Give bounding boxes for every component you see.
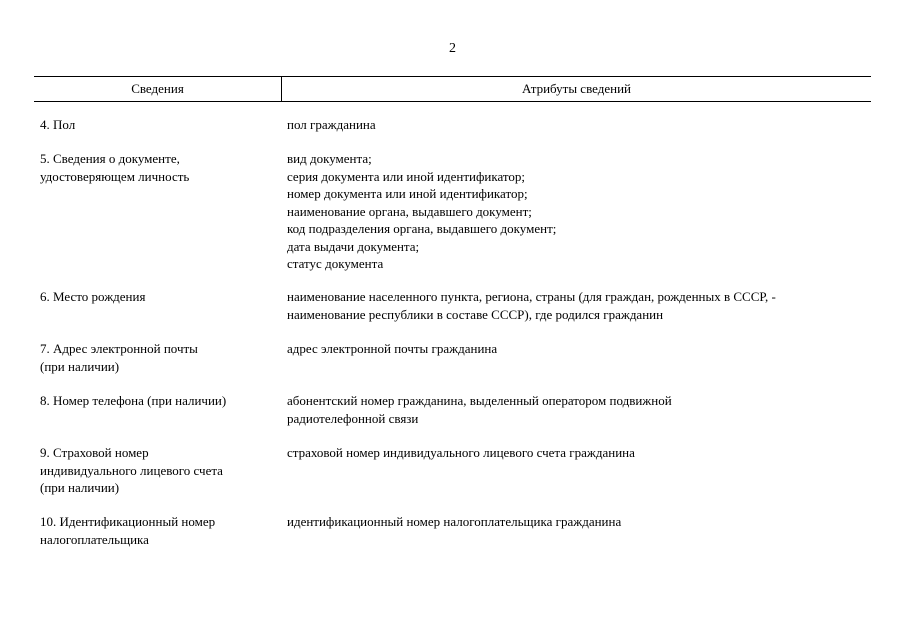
row-attributes xyxy=(287,288,867,323)
attribute-line: вид документа; xyxy=(287,151,372,166)
row-name: 6. Место рождения xyxy=(40,289,146,304)
row-attributes xyxy=(287,444,867,462)
page-number: 2 xyxy=(449,41,456,56)
row-name: 8. Номер телефона (при наличии) xyxy=(40,393,227,408)
table-header-row xyxy=(34,76,871,102)
row-attributes xyxy=(287,116,867,134)
row-attributes xyxy=(287,513,867,531)
row-name: 5. Сведения о документе, удостоверяющем личность xyxy=(40,151,190,184)
attribute-line: идентификационный номер налогоплательщика гражданина xyxy=(287,514,622,529)
row-name: 10. Идентификационный номер налогоплательщика xyxy=(40,514,216,547)
row-attributes xyxy=(287,392,867,427)
attribute-line: наименование республики в составе СССР), где родился гражданин xyxy=(287,306,664,322)
attribute-line: статус документа xyxy=(287,256,384,271)
row-name: 9. Страховой номер индивидуального лицевого счета (при наличии) xyxy=(40,445,223,495)
attribute-line: абонентский номер гражданина, выделенный оператором подвижной xyxy=(287,393,672,408)
attribute-line: радиотелефонной связи xyxy=(287,410,419,426)
row-name: 7. Адрес электронной почты (при наличии) xyxy=(40,341,198,374)
attribute-line: наименование населенного пункта, региона, страны (для граждан, рожденных в СССР, - xyxy=(287,289,776,304)
header-column-attributes: Атрибуты сведений xyxy=(521,81,631,96)
row-name: 4. Пол xyxy=(40,117,76,132)
attribute-line: наименование органа, выдавшего документ; xyxy=(287,203,532,219)
attribute-line: номер документа или иной идентификатор; xyxy=(287,186,528,201)
attribute-line: адрес электронной почты гражданина xyxy=(287,341,498,356)
attributes-table xyxy=(34,76,871,547)
attribute-line: пол гражданина xyxy=(287,117,376,132)
attribute-line: серия документа или иной идентификатор; xyxy=(287,168,526,184)
attribute-line: страховой номер индивидуального лицевого счета гражданина xyxy=(287,445,635,460)
header-column-info: Сведения xyxy=(131,81,184,96)
attribute-line: дата выдачи документа; xyxy=(287,238,420,254)
row-attributes xyxy=(287,150,867,273)
attribute-line: код подразделения органа, выдавшего документ; xyxy=(287,221,557,236)
row-attributes xyxy=(287,340,867,358)
